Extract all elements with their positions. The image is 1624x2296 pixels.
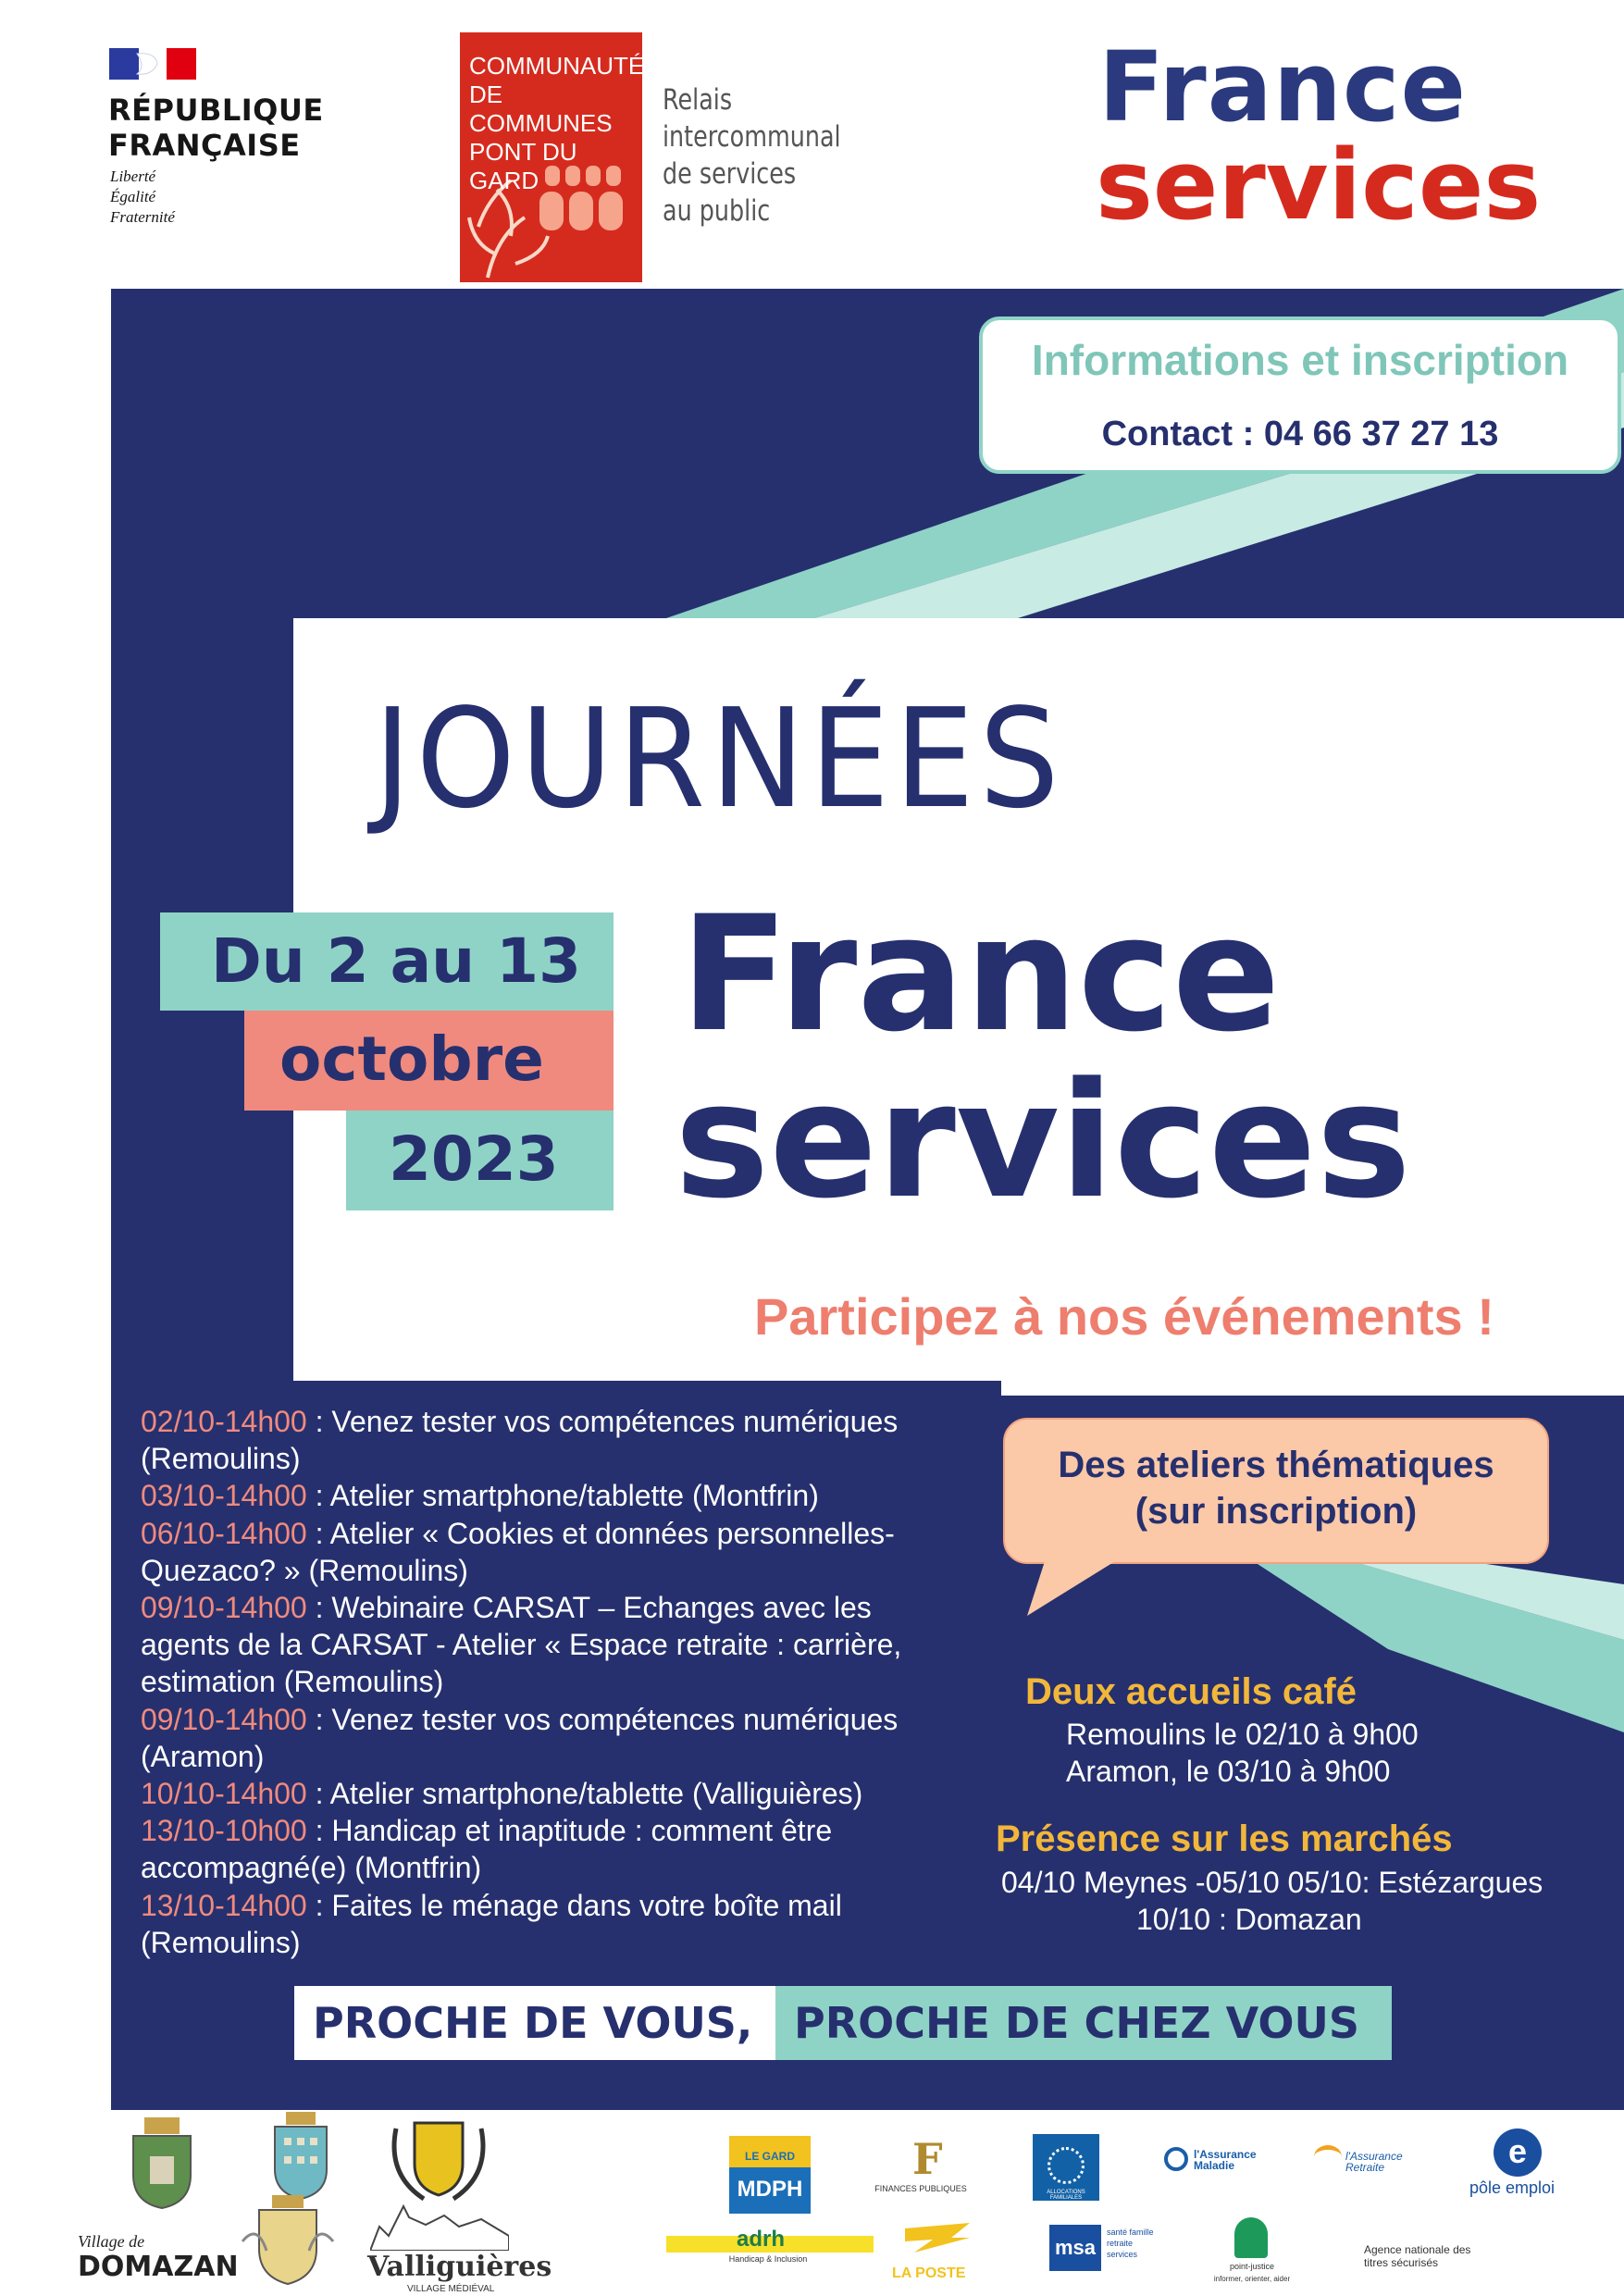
journees-title: JOURNÉES: [374, 679, 1065, 838]
domazan-logo: DOMAZAN: [78, 2251, 239, 2283]
assurance-maladie-label: l'Assurance Maladie: [1194, 2148, 1257, 2172]
events-list: [141, 1403, 964, 1961]
village-silhouette-icon: [370, 2199, 509, 2251]
participez-heading: Participez à nos événements !: [754, 1287, 1494, 1346]
marianne-logo: [109, 48, 196, 80]
bubble-tail-icon: [1027, 1558, 1129, 1616]
la-poste-label: LA POSTE: [892, 2265, 966, 2281]
cafe-line-2: Aramon, le 03/10 à 9h00: [1066, 1755, 1391, 1788]
valliguieres-subtitle: VILLAGE MÉDIÉVAL: [407, 2284, 495, 2294]
msa-subtitle: santé famille retraite services: [1107, 2228, 1154, 2259]
accueils-cafe-title: Deux accueils café: [1025, 1671, 1357, 1712]
cafe-line-1: Remoulins le 02/10 à 9h00: [1066, 1718, 1419, 1751]
marches-title: Présence sur les marchés: [996, 1818, 1453, 1859]
slogan-part-1: PROCHE DE VOUS,: [313, 1998, 753, 2048]
marches-line-1: 04/10 Meynes -05/10 05/10: Estézargues: [1001, 1866, 1543, 1899]
point-justice-subtitle: informer, orienter, aider: [1213, 2275, 1291, 2283]
hero-france: France: [680, 881, 1281, 1067]
list-item: 09/10-14h00 : Venez tester vos compétences numériques (Aramon): [141, 1702, 899, 1773]
ccpg-name: COMMUNAUTÉ DE COMMUNES PONT DU GARD: [469, 52, 645, 194]
france-services-logo-france: France: [1098, 31, 1468, 143]
slogan-part-2: PROCHE DE CHEZ VOUS: [794, 1998, 1359, 2048]
republique-francaise-title: RÉPUBLIQUE FRANÇAISE: [108, 93, 324, 163]
list-item: 02/10-14h00 : Venez tester vos compétences numériques (Remoulins): [141, 1405, 899, 1476]
date-month: octobre: [279, 1024, 544, 1095]
finances-publiques-label: FINANCES PUBLIQUES: [874, 2184, 967, 2193]
ateliers-text: Des ateliers thématiques (sur inscription): [1058, 1445, 1494, 1532]
assurance-retraite-label: l'Assurance Retraite: [1345, 2150, 1403, 2174]
crest-icon: [387, 2110, 490, 2203]
caf-logo: ALLOCATIONS FAMILIALES: [1033, 2134, 1099, 2201]
hero-services: services: [675, 1048, 1411, 1234]
point-justice-icon: [1234, 2217, 1268, 2258]
marches-line-2: 10/10 : Domazan: [1136, 1903, 1362, 1936]
village-de-label: Village de: [78, 2232, 145, 2251]
la-poste-icon: [896, 2219, 979, 2256]
relais-intercommunal-text: Relais intercommunal de services au public: [663, 83, 841, 228]
assurance-maladie-icon: [1164, 2147, 1188, 2171]
contact-phone[interactable]: Contact : 04 66 37 27 13: [1101, 415, 1499, 453]
pole-emploi-label: pôle emploi: [1469, 2178, 1556, 2197]
adrh-logo: adrh: [737, 2227, 786, 2252]
panel-divider: [293, 1381, 1001, 1396]
republique-motto: Liberté Égalité Fraternité: [110, 168, 175, 226]
pole-emploi-icon: e: [1494, 2128, 1542, 2177]
assurance-retraite-icon: [1314, 2145, 1342, 2168]
date-year: 2023: [389, 1123, 559, 1195]
list-item: 13/10-10h00 : Handicap et inaptitude : comment être accompagné(e) (Montfrin): [141, 1814, 833, 1885]
info-title: Informations et inscription: [1031, 336, 1569, 384]
list-item: 10/10-14h00 : Atelier smartphone/tablette (Valliguières): [141, 1777, 863, 1811]
point-justice-label: point-justice: [1229, 2262, 1275, 2271]
list-item: 03/10-14h00 : Atelier smartphone/tablette (Montfrin): [141, 1479, 819, 1513]
list-item: 09/10-14h00 : Webinaire CARSAT – Echanges avec les agents de la CARSAT - Atelier « Espace retraite : carrière, estimation (Remoulins): [141, 1591, 902, 1699]
adrh-subtitle: Handicap & Inclusion: [728, 2254, 808, 2264]
crest-icon: [273, 2112, 329, 2201]
crest-icon: [128, 2117, 196, 2210]
date-range: Du 2 au 13: [211, 925, 581, 997]
list-item: 13/10-14h00 : Faites le ménage dans votre boîte mail (Remoulins): [141, 1888, 842, 1959]
mdph-logo: LE GARD MDPH: [729, 2136, 811, 2214]
finances-publiques-icon: F: [912, 2134, 943, 2184]
valliguieres-logo: Valliguières: [367, 2251, 552, 2283]
msa-logo: msa: [1049, 2225, 1101, 2271]
list-item: 06/10-14h00 : Atelier « Cookies et données personnelles- Quezaco? » (Remoulins): [141, 1516, 895, 1587]
crest-icon: [239, 2195, 337, 2288]
france-services-logo-services: services: [1096, 129, 1542, 242]
ants-label: Agence nationale des titres sécurisés: [1364, 2243, 1471, 2269]
